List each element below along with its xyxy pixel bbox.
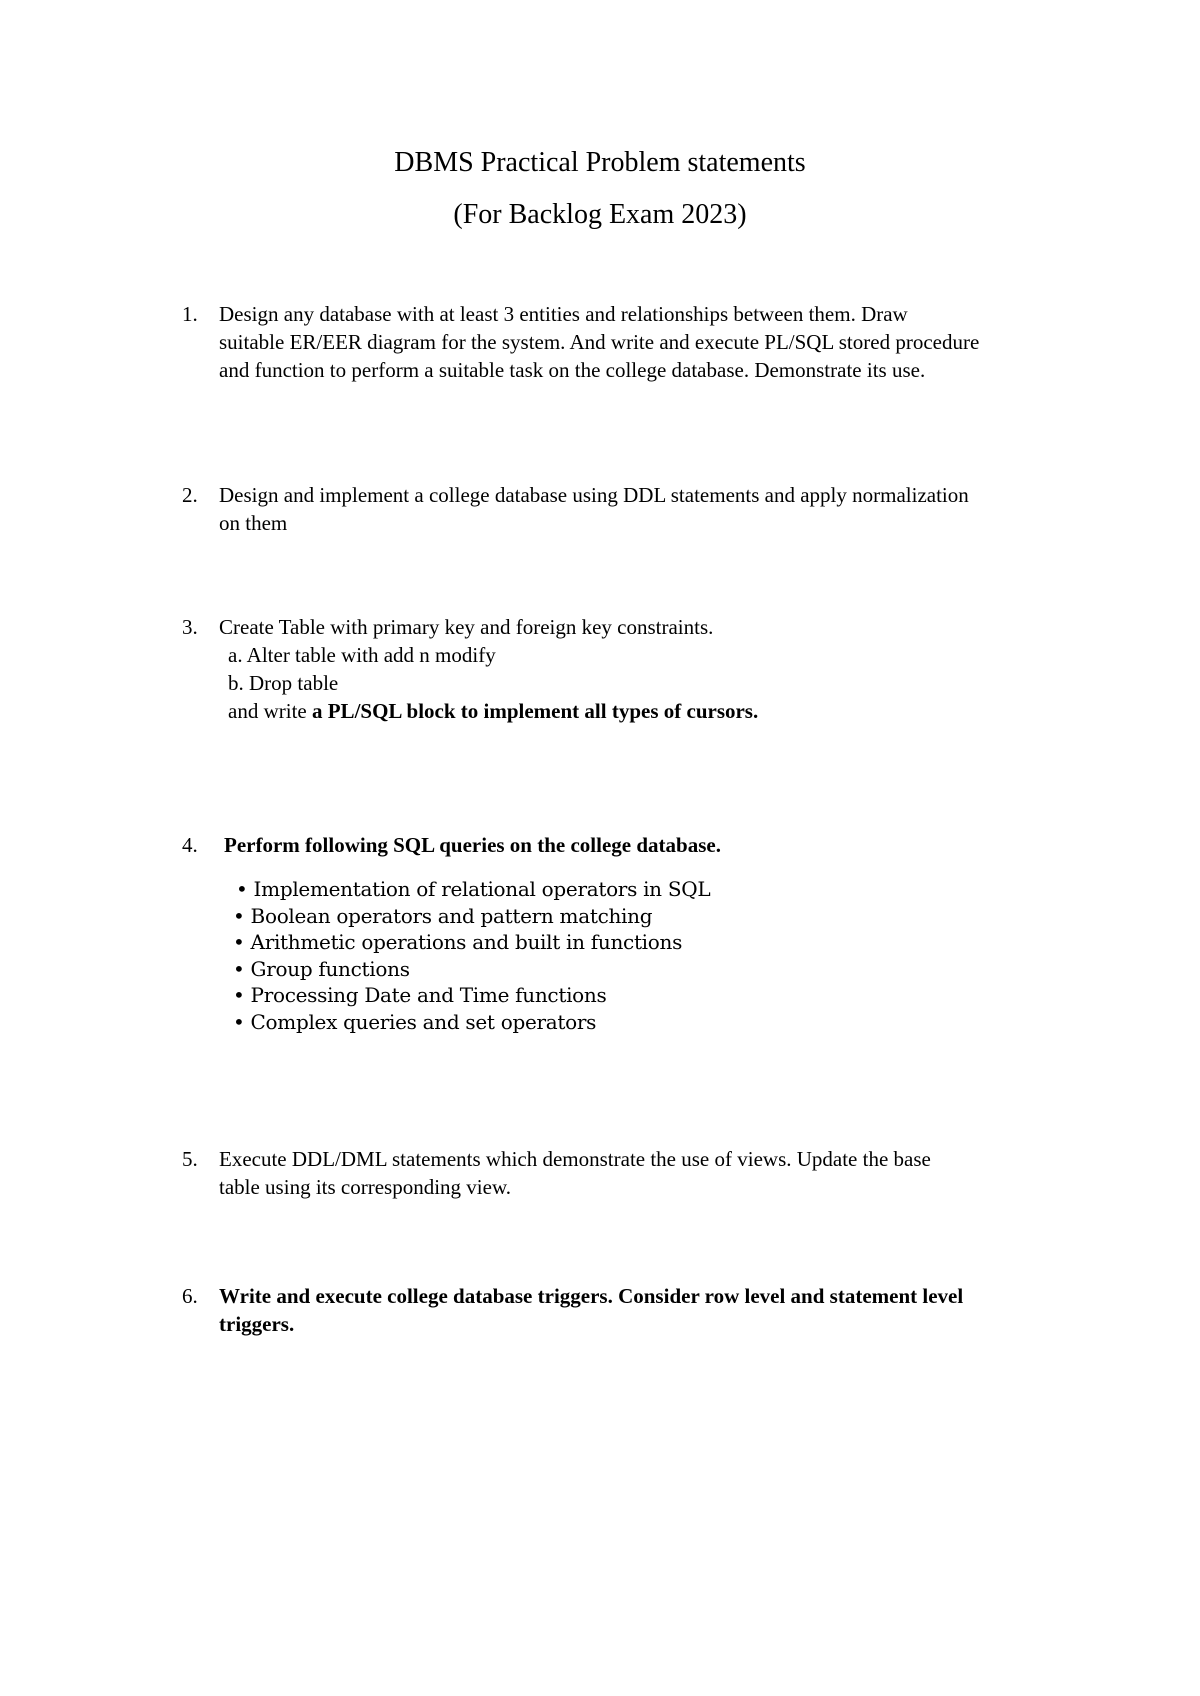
problem-line: triggers. (219, 1312, 295, 1336)
problem-text (219, 1282, 1079, 1338)
list-item: • Group functions (233, 956, 410, 981)
problem-text (219, 481, 1079, 537)
problem-line: Create Table with primary key and foreign key constraints. (219, 615, 714, 639)
sub-item-a: a. Alter table with add n modify (228, 643, 496, 667)
problem-line: table using its corresponding view. (219, 1175, 512, 1199)
list-item: • Processing Date and Time functions (233, 983, 607, 1007)
problem-line: Write and execute college database triggers. Consider row level and statement level (219, 1284, 964, 1308)
problem-text (219, 1145, 1079, 1201)
problem-line: on them (219, 511, 288, 535)
problem-heading: Perform following SQL queries on the college database. (224, 833, 721, 857)
plain-text: and write (228, 699, 312, 723)
list-item: • Arithmetic operations and built in functions (233, 930, 683, 954)
problem-text (219, 831, 1079, 859)
list-item: • Boolean operators and pattern matching (233, 903, 653, 928)
problem-line: and function to perform a suitable task on the college database. Demonstrate its use. (219, 358, 926, 382)
document-title: DBMS Practical Problem statements (394, 147, 806, 178)
problem-line-final (219, 697, 1079, 725)
document-subtitle: (For Backlog Exam 2023) (453, 199, 747, 230)
problem-number: 4. (182, 833, 198, 857)
problem-number: 2. (182, 483, 198, 507)
problem-number: 5. (182, 1147, 198, 1171)
problem-line: suitable ER/EER diagram for the system. And write and execute PL/SQL stored procedure (219, 330, 980, 354)
problem-line: Design and implement a college database using DDL statements and apply normalization (219, 483, 969, 507)
bold-text: a PL/SQL block to implement all types of cursors. (311, 699, 759, 723)
bullet-list (233, 876, 933, 1035)
sub-item-b: b. Drop table (228, 671, 339, 695)
problem-number: 1. (182, 302, 198, 326)
list-item: • Complex queries and set operators (233, 1009, 597, 1034)
problem-line: Design any database with at least 3 entities and relationships between them. Draw (219, 302, 908, 326)
problem-line: Execute DDL/DML statements which demonstrate the use of views. Update the base (219, 1147, 931, 1171)
list-item: • Implementation of relational operators in SQL (236, 877, 711, 901)
problem-text (219, 613, 1079, 725)
problem-number: 3. (182, 615, 198, 639)
problem-number: 6. (182, 1284, 198, 1308)
problem-text (219, 300, 1079, 384)
